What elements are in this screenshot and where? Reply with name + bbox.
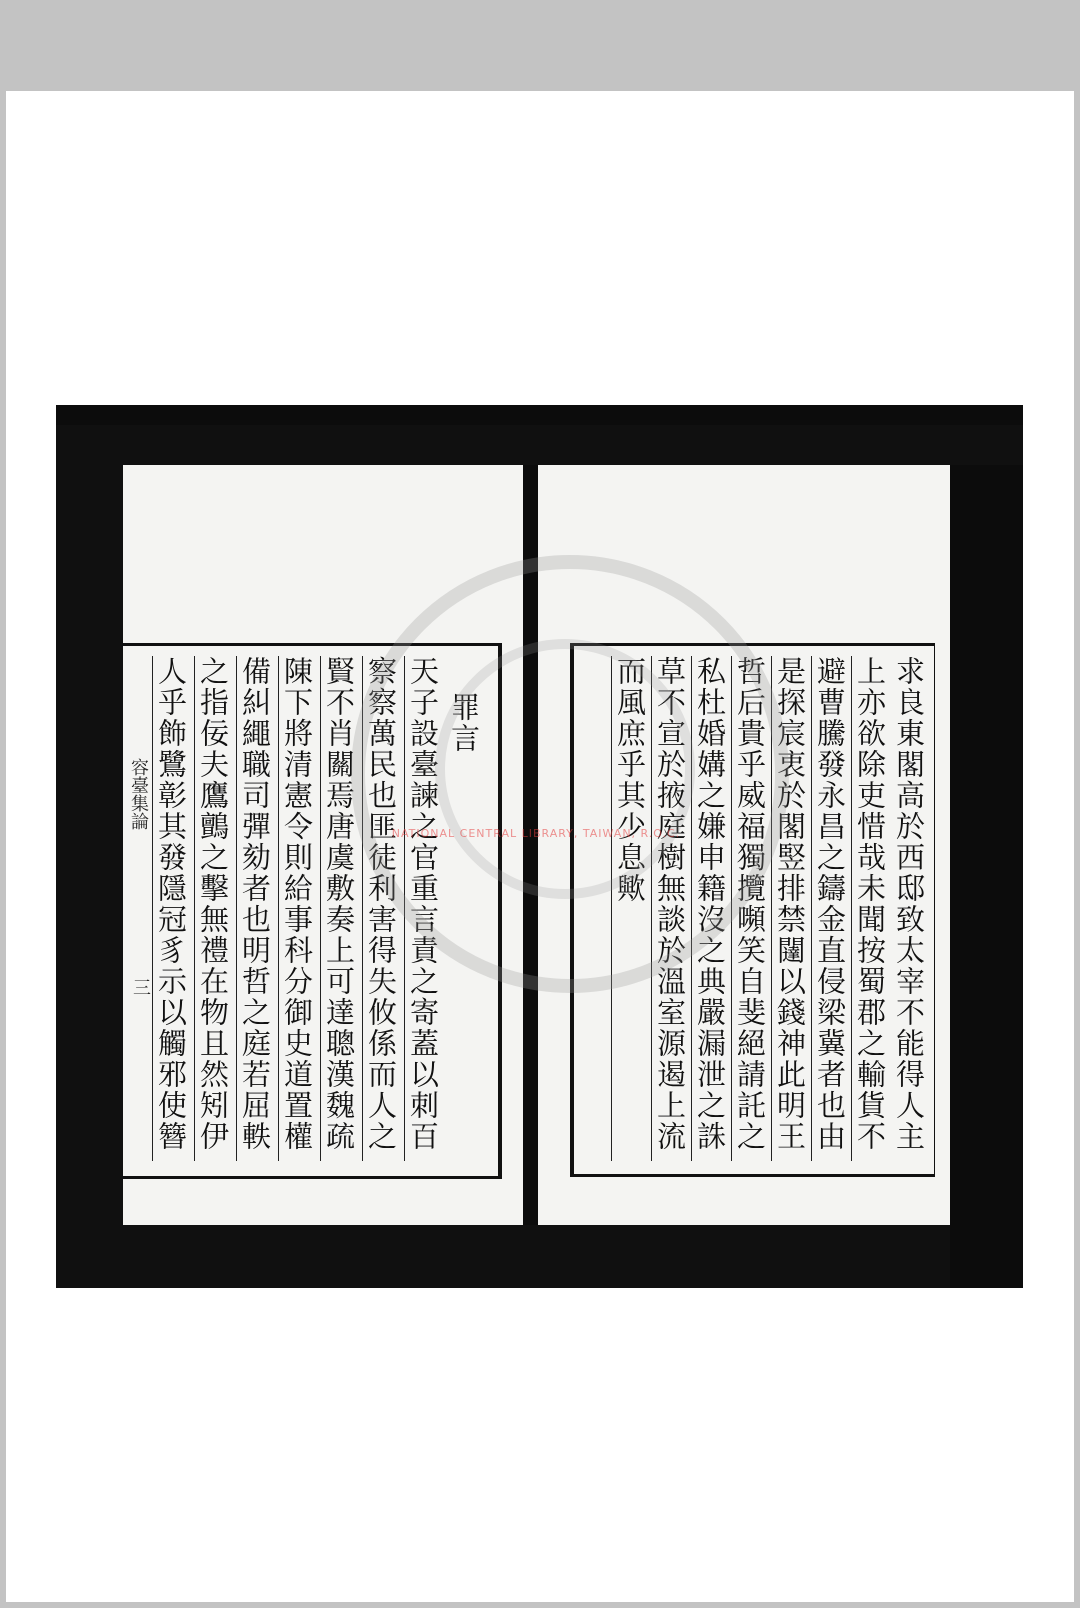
right-column-text: 避曹騰發永昌之鑄金直侵梁冀者也由 <box>813 656 847 1152</box>
left-column-4 <box>278 656 315 1161</box>
document-viewer <box>6 91 1074 1602</box>
right-column-text: 是探宸衷於閣竪排禁闥以錢神此明王 <box>773 656 807 1152</box>
scan-right-edge <box>950 465 1023 1288</box>
left-heading: 罪言 <box>447 692 481 754</box>
left-column-text: 察察萬民也匪徒利害得失攸係而人之 <box>364 656 398 1152</box>
right-column-text: 草不宣於掖庭樹無談於溫室源遏上流 <box>653 656 687 1152</box>
left-folio-number: 三 <box>130 978 151 996</box>
scanned-book-spread <box>56 405 1023 1288</box>
left-column-5 <box>236 656 273 1161</box>
left-text-frame <box>123 643 502 1179</box>
right-column-1 <box>891 656 927 1161</box>
right-column-text: 求良東閣高於西邸致太宰不能得人主 <box>892 656 926 1152</box>
left-column-6 <box>194 656 231 1161</box>
right-column-4 <box>771 656 808 1161</box>
right-column-2 <box>851 656 888 1161</box>
right-column-5 <box>731 656 768 1161</box>
left-margin-label: 容臺集論 <box>128 758 149 830</box>
scan-top-edge <box>56 405 1023 425</box>
left-page <box>123 465 523 1225</box>
watermark-caption: NATIONAL CENTRAL LIBRARY, TAIWAN, R.O.C. <box>391 827 681 840</box>
right-column-3 <box>811 656 848 1161</box>
right-column-text: 哲后貴乎威福獨攬嚬笑自斐絕請託之 <box>733 656 767 1152</box>
right-column-text: 上亦欲除吏惜哉未聞按蜀郡之輸貨不 <box>853 656 887 1152</box>
book-gutter <box>523 465 538 1225</box>
left-column-text: 之指佞夫鷹鸇之擊無禮在物且然矧伊 <box>196 656 230 1152</box>
left-heading-column <box>446 656 482 1161</box>
left-column-3 <box>320 656 357 1161</box>
right-column-7 <box>651 656 688 1161</box>
right-column-6 <box>691 656 728 1161</box>
right-page <box>538 465 950 1225</box>
left-column-7 <box>152 656 189 1161</box>
left-column-text: 賢不肖關焉唐虞敷奏上可達聰漢魏疏 <box>322 656 356 1152</box>
right-column-text: 而風庶乎其少息歟 <box>613 656 647 904</box>
left-column-text: 人乎飾鷺彰其發隱冠豸示以觸邪使簪 <box>154 656 188 1152</box>
left-column-text: 陳下將清憲令則給事科分御史道置權 <box>280 656 314 1152</box>
right-text-frame <box>570 643 935 1177</box>
right-column-text: 私杜婚媾之嫌申籍沒之典嚴漏泄之誅 <box>693 656 727 1152</box>
left-column-text: 天子設臺諫之官重言責之寄蓋以刺百 <box>406 656 440 1152</box>
left-column-text: 備糾繩職司彈劾者也明哲之庭若屈軼 <box>238 656 272 1152</box>
left-column-2 <box>362 656 399 1161</box>
left-column-1 <box>404 656 441 1161</box>
right-column-8 <box>611 656 648 1161</box>
